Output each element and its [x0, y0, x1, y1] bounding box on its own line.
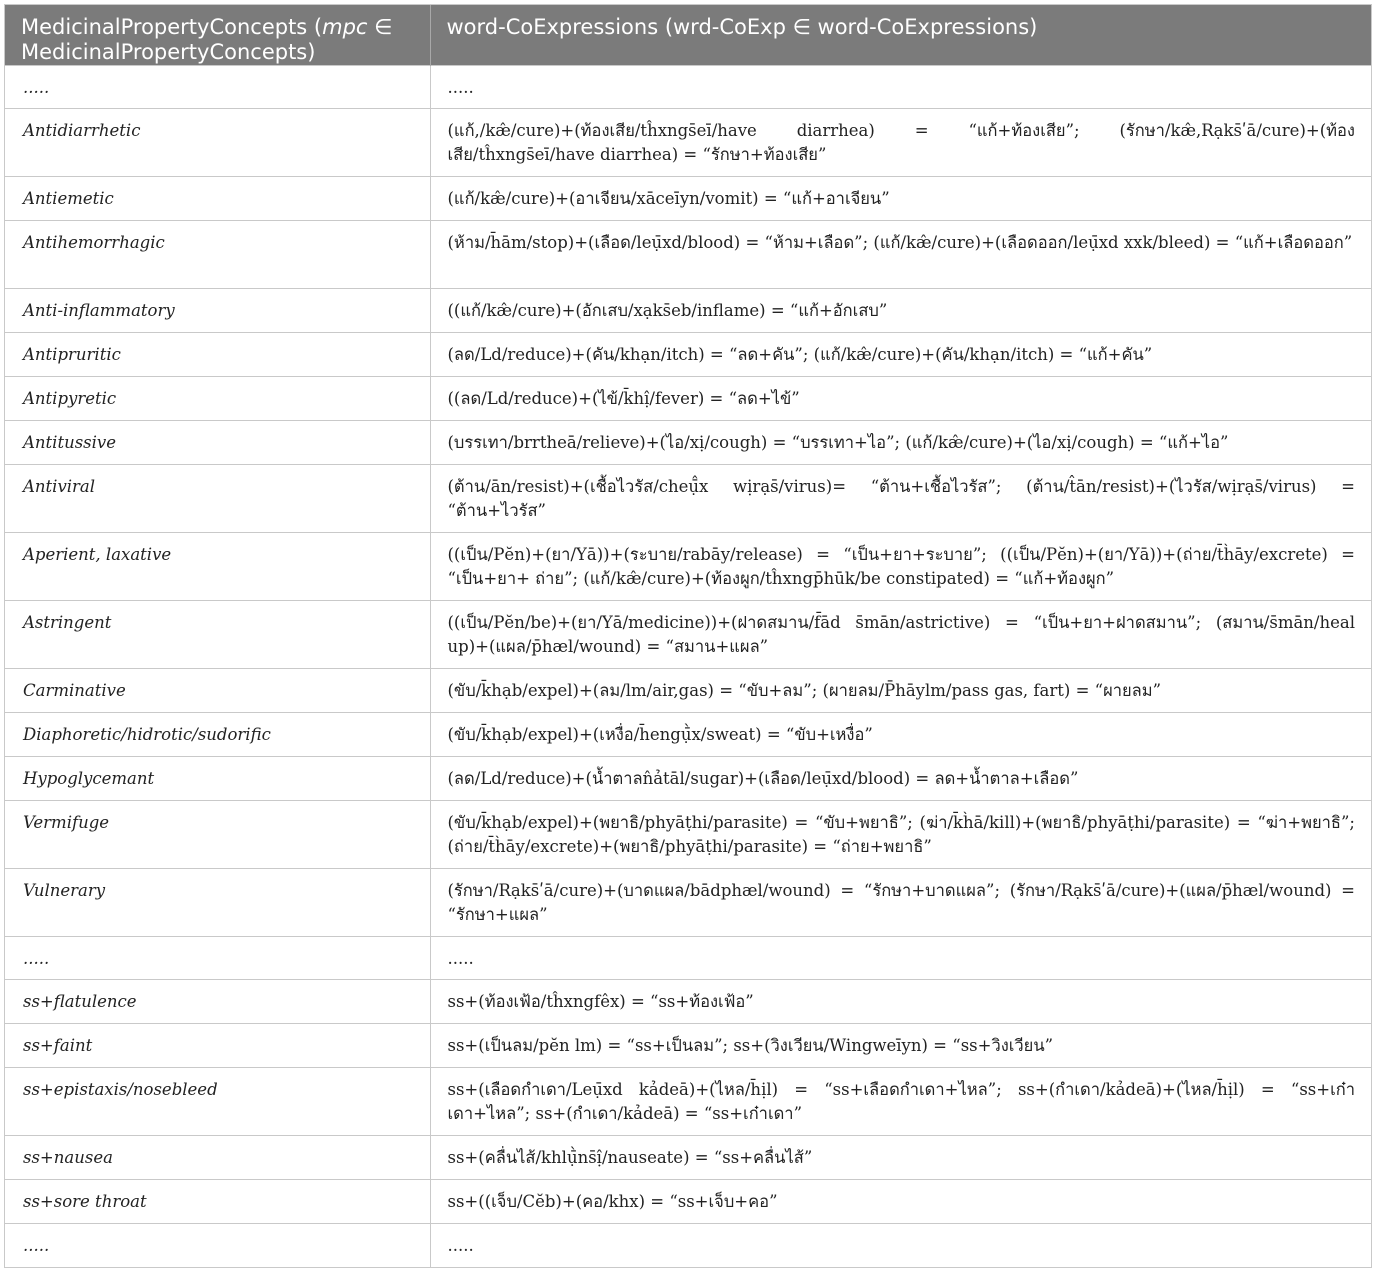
expression-cell: .....: [430, 937, 1371, 980]
table-row: [5, 177, 1371, 221]
table-row: [5, 669, 1371, 713]
concept-cell: Antipyretic: [5, 377, 430, 421]
expression-cell: ((แก้/kæ̂/cure)+(อักเสบ/xạks̄eb/inflame) = “แก้+อักเสบ”: [430, 289, 1371, 333]
table-row: [5, 421, 1371, 465]
medicinal-concepts-table: [4, 4, 1372, 1268]
concept-cell: .....: [5, 66, 430, 109]
expression-cell: (รักษา/Rạks̄ʹā/cure)+(บาดแผล/bādphæl/wound) = “รักษา+บาดแผล”; (รักษา/Rạks̄ʹā/cure)+(แผล/p̄hæl/wound) = “รักษา+แผล”: [430, 869, 1371, 937]
concept-cell: ss+faint: [5, 1024, 430, 1068]
expression-cell: (ลด/Ld/reduce)+(คัน/khạn/itch) = “ลด+คัน”; (แก้/kæ̂/cure)+(คัน/khạn/itch) = “แก้+คัน”: [430, 333, 1371, 377]
concept-cell: ss+sore throat: [5, 1180, 430, 1224]
expression-cell: (ลด/Ld/reduce)+(น้ำตาลn̂ảtāl/sugar)+(เลือด/leụ̄xd/blood) = ลด+น้ำตาล+เลือด”: [430, 757, 1371, 801]
table-row: [5, 221, 1371, 289]
table-row: [5, 109, 1371, 177]
table-row: [5, 1136, 1371, 1180]
expression-cell: .....: [430, 1224, 1371, 1267]
table-row: [5, 980, 1371, 1024]
table-row: [5, 1180, 1371, 1224]
expression-cell: ss+((เจ็บ/Cĕb)+(คอ/khx) = “ss+เจ็บ+คอ”: [430, 1180, 1371, 1224]
concept-cell: Anti-inflammatory: [5, 289, 430, 333]
expression-cell: (บรรเทา/brrtheā/relieve)+(ไอ/xị/cough) = “บรรเทา+ไอ”; (แก้/kæ̂/cure)+(ไอ/xị/cough) = “แก้+ไอ”: [430, 421, 1371, 465]
concept-cell: ss+epistaxis/nosebleed: [5, 1068, 430, 1136]
table-row: [5, 66, 1371, 109]
header-medicinal-property-concepts: [5, 5, 430, 66]
expression-cell: ss+(ท้องเฟ้อ/tĥxngfêx) = “ss+ท้องเฟ้อ”: [430, 980, 1371, 1024]
table-header-row: [5, 5, 1371, 66]
concept-cell: .....: [5, 1224, 430, 1267]
concept-cell: ss+flatulence: [5, 980, 430, 1024]
table-row: [5, 533, 1371, 601]
header-word-coexpressions: word-CoExpressions (wrd-CoExp ∈ word-CoExpressions): [430, 5, 1371, 66]
table-row: [5, 801, 1371, 869]
header-col1-pre: MedicinalPropertyConcepts (: [21, 15, 323, 39]
expression-cell: (แก้,/kæ̂/cure)+(ท้องเสีย/tĥxngs̄eī/have diarrhea) = “แก้+ท้องเสีย”; (รักษา/kæ̂,Rạks̄ʹā/cure)+(ท้องเสีย/tĥxngs̄eī/have diarrhea) = “รักษา+ท้องเสีย”: [430, 109, 1371, 177]
table-row: [5, 1024, 1371, 1068]
concept-cell: Carminative: [5, 669, 430, 713]
table-row: [5, 713, 1371, 757]
table-row: [5, 1224, 1371, 1267]
table-row: [5, 289, 1371, 333]
concept-cell: Antihemorrhagic: [5, 221, 430, 289]
expression-cell: .....: [430, 66, 1371, 109]
expression-cell: ss+(เลือดกำเดา/Leụ̄xd kảdeā)+(ไหล/h̄ịl) = “ss+เลือดกำเดา+ไหล”; ss+(กำเดา/kảdeā)+(ไหล/h̄ịl) = “ss+เก๋าเดา+ไหล”; ss+(กำเดา/kảdeā) = “ss+เก๋าเดา”: [430, 1068, 1371, 1136]
concepts-table: [5, 5, 1371, 1267]
concept-cell: Antidiarrhetic: [5, 109, 430, 177]
table-row: [5, 757, 1371, 801]
expression-cell: ((เป็น/Pĕn/be)+(ยา/Yā/medicine))+(ฝาดสมาน/f̄ād s̄mān/astrictive) = “เป็น+ยา+ฝาดสมาน”; (สมาน/s̄mān/heal up)+(แผล/p̄hæl/wound) = “สมาน+แผล”: [430, 601, 1371, 669]
expression-cell: (แก้/kæ̂/cure)+(อาเจียน/xāceīyn/vomit) = “แก้+อาเจียน”: [430, 177, 1371, 221]
concept-cell: Vermifuge: [5, 801, 430, 869]
expression-cell: (ขับ/k̄hạb/expel)+(พยาธิ/phyāṭhi/parasite) = “ขับ+พยาธิ”; (ฆ่า/k̄h̀ā/kill)+(พยาธิ/phyāṭhi/parasite) = “ฆ่า+พยาธิ”; (ถ่าย/t̄h̀āy/excrete)+(พยาธิ/phyāṭhi/parasite) = “ถ่าย+พยาธิ”: [430, 801, 1371, 869]
header-col1-post: ∈ MedicinalPropertyConcepts): [21, 15, 393, 64]
table-row: [5, 869, 1371, 937]
expression-cell: (ขับ/k̄hạb/expel)+(ลม/lm/air,gas) = “ขับ+ลม”; (ผายลม/P̄hāylm/pass gas, fart) = “ผายลม”: [430, 669, 1371, 713]
concept-cell: Hypoglycemant: [5, 757, 430, 801]
expression-cell: ss+(คลื่นไส้/khlụ̄̀ns̄ị̂/nauseate) = “ss+คลื่นไส้”: [430, 1136, 1371, 1180]
concept-cell: Antipruritic: [5, 333, 430, 377]
concept-cell: Antitussive: [5, 421, 430, 465]
expression-cell: (ต้าน/ān/resist)+(เชื้อไวรัส/cheụ̄̂x wịrạs̄/virus)= “ต้าน+เชื้อไวรัส”; (ต้าน/t̂ān/resist)+(ไวรัส/wịrạs̄/virus) = “ต้าน+ไวรัส”: [430, 465, 1371, 533]
expression-cell: ss+(เป็นลม/pĕn lm) = “ss+เป็นลม”; ss+(วิงเวียน/Wingweīyn) = “ss+วิงเวียน”: [430, 1024, 1371, 1068]
table-row: [5, 465, 1371, 533]
concept-cell: Antiemetic: [5, 177, 430, 221]
expression-cell: (ขับ/k̄hạb/expel)+(เหงื่อ/h̄engụ̄̀x/sweat) = “ขับ+เหงื่อ”: [430, 713, 1371, 757]
concept-cell: Antiviral: [5, 465, 430, 533]
concept-cell: Diaphoretic/hidrotic/sudorific: [5, 713, 430, 757]
table-row: [5, 601, 1371, 669]
expression-cell: (ห้าม/h̄ām/stop)+(เลือด/leụ̄xd/blood) = “ห้าม+เลือด”; (แก้/kæ̂/cure)+(เลือดออก/leụ̄xd xxk/bleed) = “แก้+เลือดออก”: [430, 221, 1371, 289]
table-row: [5, 937, 1371, 980]
table-row: [5, 377, 1371, 421]
table-row: [5, 1068, 1371, 1136]
concept-cell: Vulnerary: [5, 869, 430, 937]
table-row: [5, 333, 1371, 377]
concept-cell: Astringent: [5, 601, 430, 669]
expression-cell: ((ลด/Ld/reduce)+(ไข้/k̄hị̂/fever) = “ลด+ไข้”: [430, 377, 1371, 421]
header-col1-italic: mpc: [322, 15, 368, 39]
concept-cell: ss+nausea: [5, 1136, 430, 1180]
concept-cell: Aperient, laxative: [5, 533, 430, 601]
expression-cell: ((เป็น/Pĕn)+(ยา/Yā))+(ระบาย/rabāy/release) = “เป็น+ยา+ระบาย”; ((เป็น/Pĕn)+(ยา/Yā))+(ถ่าย/t̄h̀āy/excrete) = “เป็น+ยา+ ถ่าย”; (แก้/kæ̂/cure)+(ท้องผูก/tĥxngp̄hūk/be constipated) = “แก้+ท้องผูก”: [430, 533, 1371, 601]
concept-cell: .....: [5, 937, 430, 980]
